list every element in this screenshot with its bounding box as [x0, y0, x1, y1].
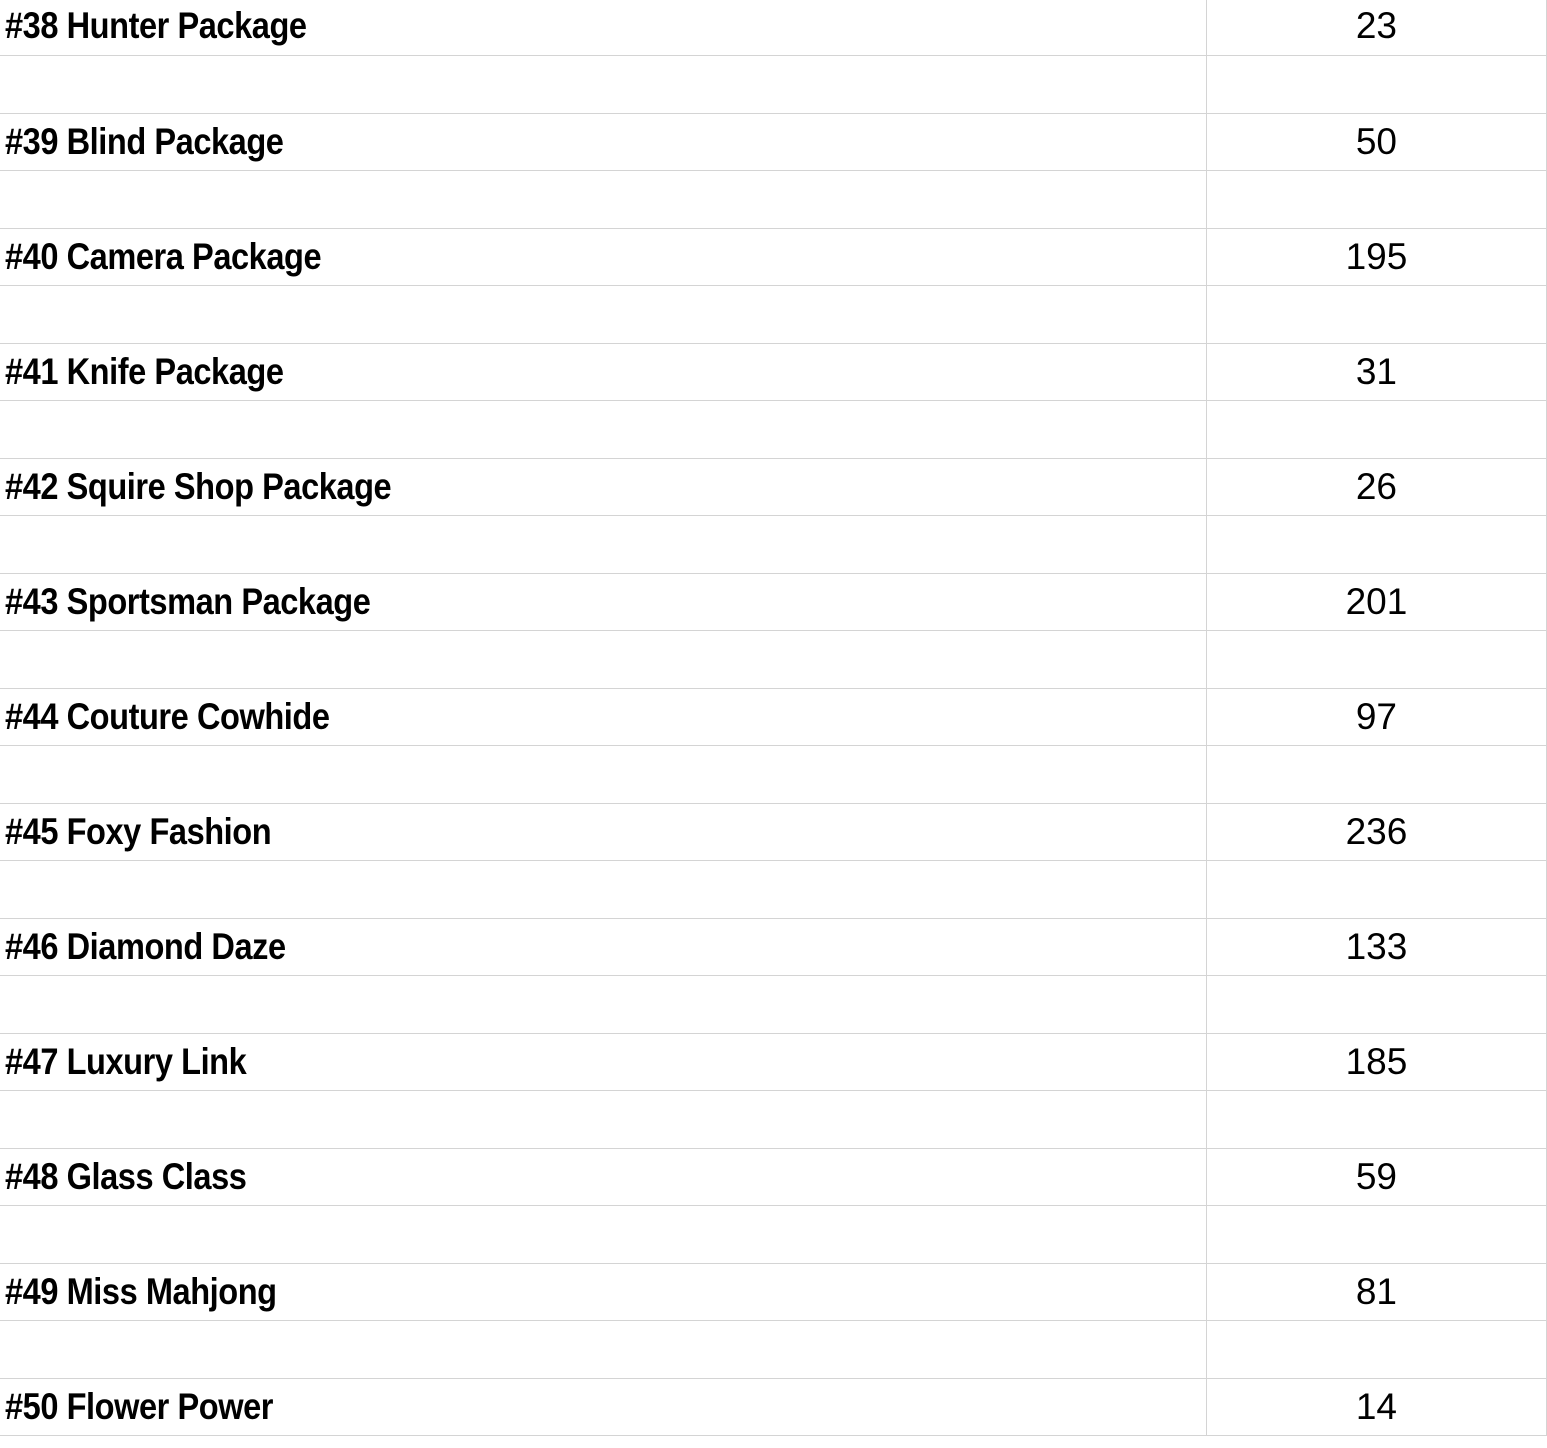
- cell-item-name[interactable]: [0, 113, 1206, 170]
- empty-cell[interactable]: [1206, 975, 1546, 1033]
- cell-item-name[interactable]: [0, 1148, 1206, 1205]
- cell-item-count[interactable]: 97: [1206, 688, 1546, 745]
- empty-cell[interactable]: [0, 55, 1206, 113]
- empty-row: [0, 745, 1547, 803]
- empty-row: [0, 1205, 1547, 1263]
- empty-cell[interactable]: [1206, 1205, 1546, 1263]
- table-row: [0, 573, 1547, 630]
- empty-cell[interactable]: [1206, 285, 1546, 343]
- item-name-text: #45 Foxy Fashion: [5, 810, 272, 852]
- empty-row: [0, 170, 1547, 228]
- cell-item-name[interactable]: [0, 918, 1206, 975]
- empty-cell[interactable]: [0, 1205, 1206, 1263]
- empty-cell[interactable]: [1206, 400, 1546, 458]
- empty-cell[interactable]: [1206, 1090, 1546, 1148]
- cell-item-count[interactable]: 31: [1206, 343, 1546, 400]
- cell-item-name[interactable]: [0, 0, 1206, 55]
- empty-row: [0, 630, 1547, 688]
- table-row: [0, 918, 1547, 975]
- cell-item-count[interactable]: 195: [1206, 228, 1546, 285]
- item-name-text: #38 Hunter Package: [5, 5, 307, 47]
- empty-cell[interactable]: [0, 1090, 1206, 1148]
- empty-row: [0, 1090, 1547, 1148]
- cell-item-count[interactable]: 185: [1206, 1033, 1546, 1090]
- empty-cell[interactable]: [0, 285, 1206, 343]
- cell-item-name[interactable]: [0, 1033, 1206, 1090]
- cell-item-name[interactable]: [0, 228, 1206, 285]
- empty-cell[interactable]: [0, 975, 1206, 1033]
- empty-cell[interactable]: [0, 860, 1206, 918]
- empty-cell[interactable]: [1206, 1320, 1546, 1378]
- item-name-text: #42 Squire Shop Package: [5, 465, 392, 507]
- cell-item-count[interactable]: 201: [1206, 573, 1546, 630]
- table-row: [0, 1263, 1547, 1320]
- cell-item-name[interactable]: [0, 1378, 1206, 1435]
- table-row: [0, 228, 1547, 285]
- item-name-text: #48 Glass Class: [5, 1155, 247, 1197]
- cell-item-count[interactable]: 236: [1206, 803, 1546, 860]
- empty-row: [0, 285, 1547, 343]
- table-row: [0, 0, 1547, 55]
- table-row: [0, 688, 1547, 745]
- cell-item-name[interactable]: [0, 458, 1206, 515]
- cell-item-count[interactable]: 23: [1206, 0, 1546, 55]
- cell-item-count[interactable]: 14: [1206, 1378, 1546, 1435]
- cell-item-name[interactable]: [0, 1263, 1206, 1320]
- cell-item-count[interactable]: 50: [1206, 113, 1546, 170]
- item-name-text: #47 Luxury Link: [5, 1040, 247, 1082]
- table-row: [0, 1378, 1547, 1435]
- empty-cell[interactable]: [0, 1320, 1206, 1378]
- empty-row: [0, 515, 1547, 573]
- table-row: [0, 113, 1547, 170]
- empty-cell[interactable]: [0, 400, 1206, 458]
- empty-cell[interactable]: [1206, 170, 1546, 228]
- table-row: [0, 803, 1547, 860]
- empty-cell[interactable]: [1206, 630, 1546, 688]
- empty-cell[interactable]: [0, 515, 1206, 573]
- empty-cell[interactable]: [1206, 745, 1546, 803]
- empty-cell[interactable]: [0, 170, 1206, 228]
- empty-row: [0, 860, 1547, 918]
- item-name-text: #49 Miss Mahjong: [5, 1270, 277, 1312]
- table-row: [0, 1033, 1547, 1090]
- cell-item-name[interactable]: [0, 573, 1206, 630]
- empty-cell[interactable]: [1206, 515, 1546, 573]
- empty-row: [0, 55, 1547, 113]
- cell-item-count[interactable]: 59: [1206, 1148, 1546, 1205]
- item-name-text: #43 Sportsman Package: [5, 580, 371, 622]
- table-row: [0, 343, 1547, 400]
- item-name-text: #50 Flower Power: [5, 1385, 274, 1427]
- table-row: [0, 458, 1547, 515]
- item-name-text: #41 Knife Package: [5, 350, 284, 392]
- cell-item-count[interactable]: 81: [1206, 1263, 1546, 1320]
- empty-row: [0, 400, 1547, 458]
- empty-row: [0, 975, 1547, 1033]
- empty-cell[interactable]: [0, 745, 1206, 803]
- cell-item-name[interactable]: [0, 343, 1206, 400]
- cell-item-name[interactable]: [0, 688, 1206, 745]
- cell-item-name[interactable]: [0, 803, 1206, 860]
- item-name-text: #39 Blind Package: [5, 120, 284, 162]
- cell-item-count[interactable]: 26: [1206, 458, 1546, 515]
- item-name-text: #40 Camera Package: [5, 235, 322, 277]
- empty-cell[interactable]: [1206, 860, 1546, 918]
- empty-cell[interactable]: [1206, 55, 1546, 113]
- item-name-text: #44 Couture Cowhide: [5, 695, 330, 737]
- empty-cell[interactable]: [0, 630, 1206, 688]
- empty-row: [0, 1320, 1547, 1378]
- table-row: [0, 1148, 1547, 1205]
- item-name-text: #46 Diamond Daze: [5, 925, 286, 967]
- cell-item-count[interactable]: 133: [1206, 918, 1546, 975]
